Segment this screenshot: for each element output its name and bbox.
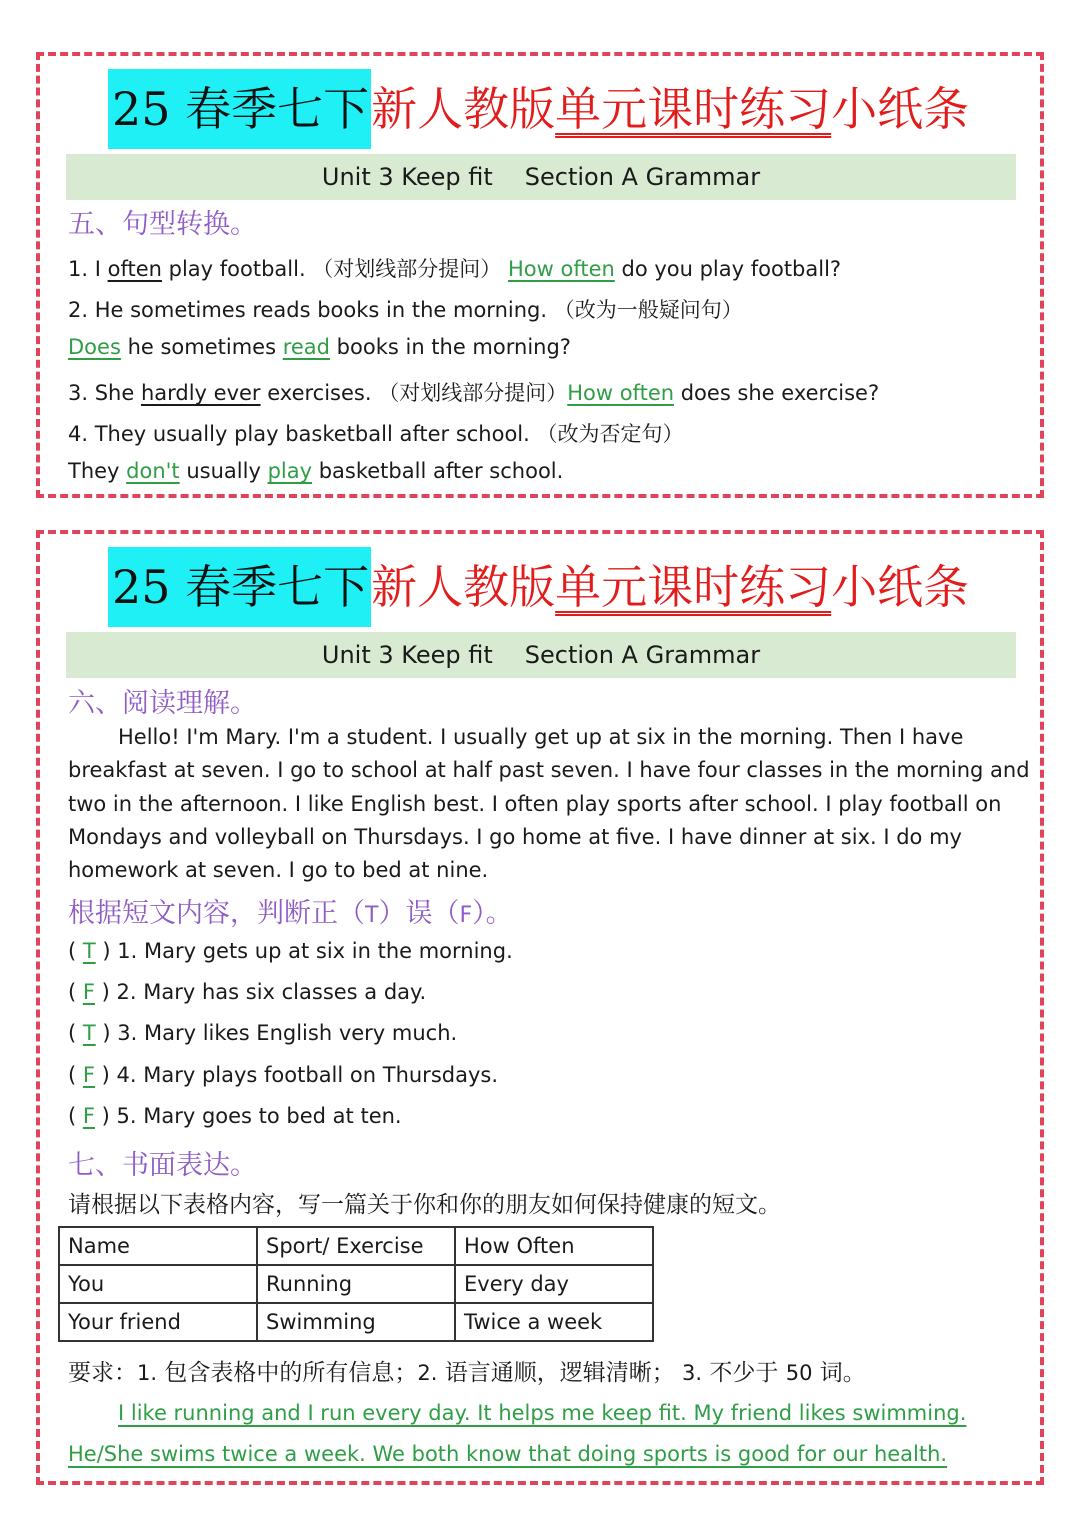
unit-name: Unit 3 Keep fit	[321, 163, 493, 191]
answer: T	[82, 1021, 96, 1045]
answer: don't	[126, 459, 180, 483]
part5-q2-answer: Does he sometimes read books in the morning?	[68, 335, 571, 359]
table-cell: Sport/ Exercise	[257, 1227, 455, 1265]
section-name: Section A Grammar	[524, 163, 761, 191]
essay-line-1: I like running and I run every day. It helps me keep fit. My friend likes swimming.	[118, 1401, 967, 1425]
part5-q4-answer: They don't usually play basketball after school.	[68, 459, 564, 483]
table-cell: How Often	[455, 1227, 653, 1265]
table-row	[59, 1227, 653, 1265]
part5-heading: 五、句型转换。	[68, 209, 257, 240]
answer: read	[282, 335, 330, 359]
part5-q1: 1. I often play football. （对划线部分提问） How often do you play football?	[68, 257, 842, 281]
table-cell: You	[59, 1265, 257, 1303]
worksheet-title	[108, 547, 969, 627]
table-row	[59, 1303, 653, 1341]
answer: Does	[68, 335, 121, 359]
tf-item-3: ( T ) 3. Mary likes English very much.	[68, 1021, 458, 1045]
title-highlight: 25 春季七下	[108, 69, 371, 149]
info-table	[58, 1226, 654, 1342]
answer: F	[82, 1104, 95, 1128]
table-cell: Name	[59, 1227, 257, 1265]
essay-line-2: He/She swims twice a week. We both know that doing sports is good for our health.	[68, 1442, 948, 1466]
part6-instruction: 根据短文内容，判断正（T）误（F）。	[68, 898, 513, 929]
part5-q3: 3. She hardly ever exercises. （对划线部分提问）How often does she exercise?	[68, 381, 880, 405]
answer: T	[82, 939, 96, 963]
title-red-underlined: 单元课时练习	[555, 560, 832, 614]
title-red-underlined: 单元课时练习	[555, 82, 832, 136]
answer: play	[267, 459, 313, 483]
table-cell: Every day	[455, 1265, 653, 1303]
worksheet-card-1	[36, 52, 1044, 498]
table-cell: Swimming	[257, 1303, 455, 1341]
answer: F	[82, 980, 95, 1004]
table-cell: Running	[257, 1265, 455, 1303]
part7-heading: 七、书面表达。	[68, 1150, 257, 1181]
table-row	[59, 1265, 653, 1303]
tf-item-1: ( T ) 1. Mary gets up at six in the morning.	[68, 939, 513, 963]
reading-passage: Hello! I'm Mary. I'm a student. I usually get up at six in the morning. Then I have breakfast at seven. I go to school at half past seven. I have four classes in the morning and two in the afternoon. I like English best. I often play sports after school. I play football on Mondays and volleyball on Thursdays. I go home at five. I have dinner at six. I do my homework at seven. I go to bed at nine.	[68, 725, 1030, 883]
title-red-tail: 小纸条	[831, 82, 970, 136]
part5-q2: 2. He sometimes reads books in the morning. （改为一般疑问句）	[68, 298, 743, 322]
part5-q4: 4. They usually play basketball after school. （改为否定句）	[68, 422, 684, 446]
table-cell: Your friend	[59, 1303, 257, 1341]
part6-heading: 六、阅读理解。	[68, 688, 257, 719]
title-red-plain: 新人教版	[371, 560, 556, 614]
answer: How often	[567, 381, 675, 405]
unit-banner	[66, 154, 1016, 200]
worksheet-card-2	[36, 530, 1044, 1485]
title-red-tail: 小纸条	[831, 560, 970, 614]
answer: How often	[507, 257, 615, 281]
writing-requirements: 要求：1. 包含表格中的所有信息；2. 语言通顺，逻辑清晰； 3. 不少于 50 词。	[68, 1360, 866, 1386]
table-cell: Twice a week	[455, 1303, 653, 1341]
worksheet-title	[108, 69, 969, 149]
part7-prompt: 请根据以下表格内容，写一篇关于你和你的朋友如何保持健康的短文。	[68, 1192, 781, 1218]
unit-name: Unit 3 Keep fit	[321, 641, 493, 669]
section-name: Section A Grammar	[524, 641, 761, 669]
tf-item-4: ( F ) 4. Mary plays football on Thursdays.	[68, 1063, 499, 1087]
tf-item-2: ( F ) 2. Mary has six classes a day.	[68, 980, 427, 1004]
title-highlight: 25 春季七下	[108, 547, 371, 627]
answer: F	[82, 1063, 95, 1087]
unit-banner	[66, 632, 1016, 678]
tf-item-5: ( F ) 5. Mary goes to bed at ten.	[68, 1104, 402, 1128]
title-red-plain: 新人教版	[371, 82, 556, 136]
